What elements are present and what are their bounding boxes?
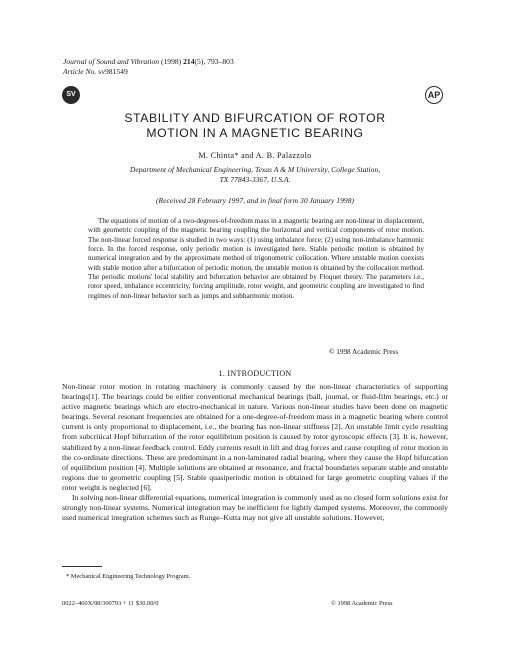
journal-volume: 214 <box>183 57 195 66</box>
intro-paragraph-2: In solving non-linear differential equations, numerical integration is commonly used as no closed form solutions exist for strongly non-linear systems. Numerical integration may be inefficient for lightly damped systems. Moreover, the commonly used numerical integration schemes such as Runge–Kutta may not give all unstable solutions. However, <box>62 493 448 523</box>
footnote: * Mechanical Engineering Technology Program. <box>66 573 191 580</box>
footer-code: 0022–460X/98/300793 + 11 $30.00/0 <box>62 600 159 607</box>
section-heading: 1. INTRODUCTION <box>218 369 292 378</box>
journal-year: (1998) <box>160 57 182 66</box>
article-number: sv981549 <box>98 67 128 76</box>
journal-name: Journal of Sound and Vibration <box>63 57 160 66</box>
authors: M. Chinta* and A. B. Palazzolo <box>198 151 312 160</box>
article-number-line <box>63 67 234 77</box>
title-line-1: STABILITY AND BIFURCATION OF ROTOR <box>124 111 386 125</box>
title-line-2: MOTION IN A MAGNETIC BEARING <box>146 126 364 140</box>
sv-logo: SV <box>62 86 80 104</box>
affiliation-line-2: TX 77843-3367, U.S.A. <box>219 175 291 184</box>
journal-citation <box>63 57 234 77</box>
paper-title <box>0 111 510 141</box>
received-dates: (Received 28 February 1997, and in final form 30 January 1998) <box>155 196 355 205</box>
footer-copyright: © 1998 Academic Press <box>331 600 393 607</box>
footnote-divider <box>62 566 102 567</box>
journal-issue: (5), <box>194 57 206 66</box>
journal-reference-line <box>63 57 234 67</box>
abstract-text: The equations of motion of a two-degrees-of-freedom mass in a magnetic bearing are non-linear in displacement, with geometric coupling of the magnetic bearing coupling the horizontal and vertical components of rotor motion. The non-linear forced response is studied in two ways: (1) using imbalance force; (2) using non-imbalance harmonic force. In the forced response, only periodic motion is investigated here. Stable periodic motion is obtained by numerical integration and by the approximate method of trigonometric collocation. Where unstable motion coexists with stable motion after a bifurcation of periodic motion, the unstable motion is obtained by the collocation method. The periodic motions' local stability and bifurcation behavior are obtained by Floquet theory. The parameters i.e., rotor speed, imbalance eccentricity, forcing amplitude, rotor weight, and geometric coupling are investigated to find regimes of non-linear behavior such as jumps and subharmonic motion. <box>88 217 424 300</box>
academic-press-logo: AP <box>425 86 443 104</box>
intro-paragraph-1: Non-linear rotor motion in rotating machinery is commonly caused by the non-linear characteristics of supporting bearings[1]. The bearings could be either conventional mechanical bearings (ball, journal, or fluid-film bearings, etc.) or active magnetic bearings which are electro-mechanical in nature. Various non-linear studies have been done on magnetic bearings. Several resonant frequencies are obtained for a one-degree-of-freedom mass in a magnetic bearing where control current is only proportional to displacement, i.e., the bearing has non-linear stiffness [2]. An unstable limit cycle resulting from subcritical Hopf bifurcation of the rotor equilibrium position is caused by rotor gyroscopic effects [3]. It is, however, stabilized by a non-linear feedback control. Eddy currents result in lift and drag forces and cause coupling of rotor motion in the co-ordinate directions. These are predominant in a non-laminated radial bearing, where they cause the Hopf bifurcation of equilibrium position [4]. Multiple solutions are obtained at resonance, and fractal boundaries separate stable and unstable regions due to geometric coupling [5]. Stable quasiperiodic motion is obtained for large geometric coupling values if the rotor weight is neglected [6]. <box>62 382 448 492</box>
affiliation <box>0 165 510 185</box>
journal-pages: 793–803 <box>207 57 234 66</box>
affiliation-line-1: Department of Mechanical Engineering, Texas A & M University, College Station, <box>129 165 381 174</box>
abstract <box>88 217 424 301</box>
abstract-copyright: © 1998 Academic Press <box>329 348 399 356</box>
article-label: Article No. <box>63 67 97 76</box>
introduction-body <box>62 382 448 523</box>
